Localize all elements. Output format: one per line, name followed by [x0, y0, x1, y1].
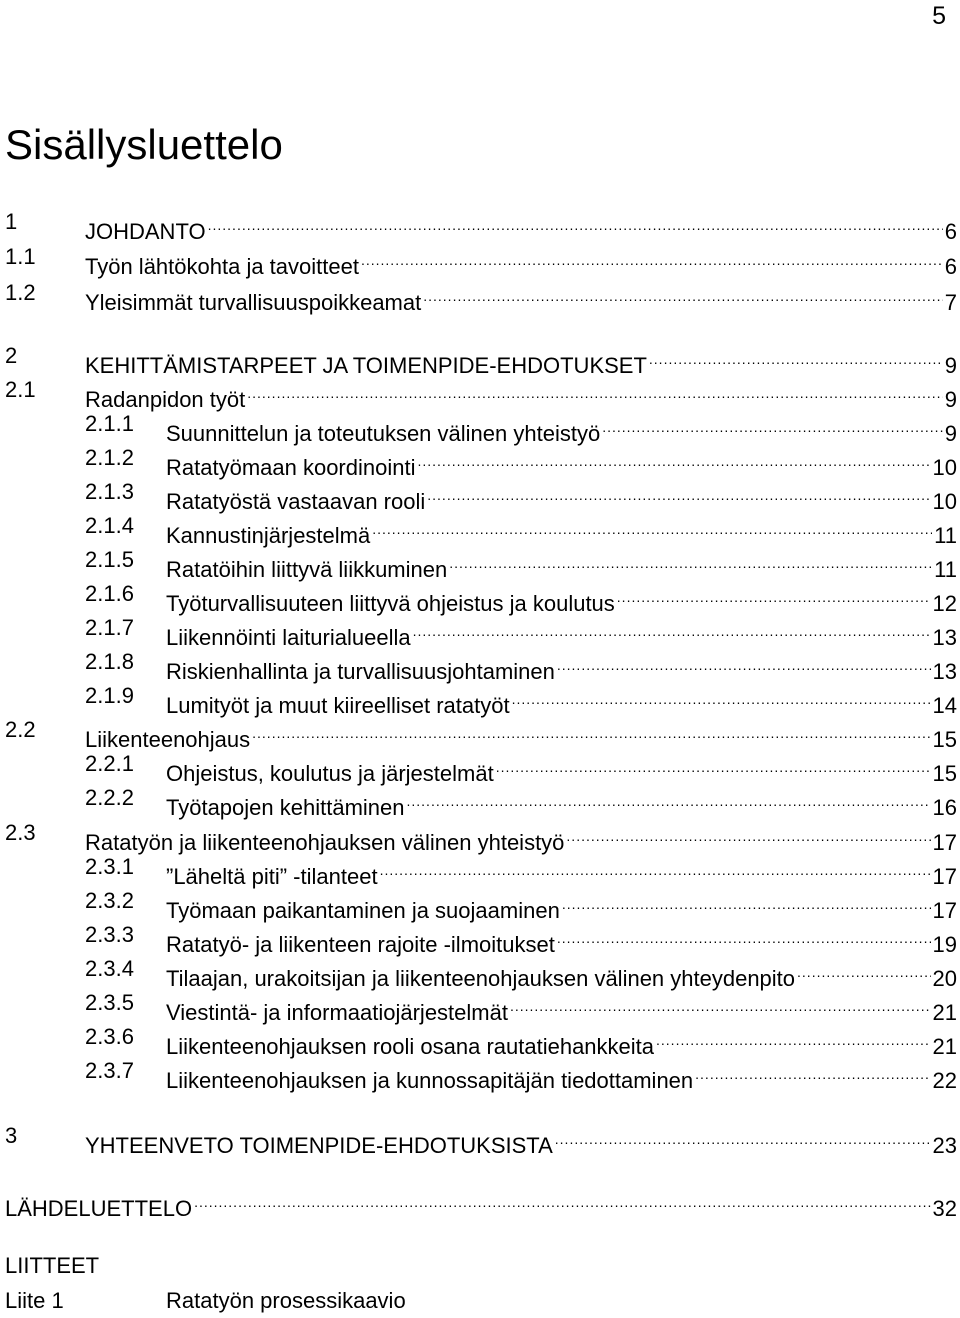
- dot-leader: [194, 1182, 930, 1216]
- toc-entry-number: 2.3.1: [85, 854, 134, 879]
- dot-leader: [380, 850, 931, 884]
- toc-entry-page: 32: [932, 1196, 957, 1221]
- toc-entry-title: Ratatyö- ja liikenteen rajoite -ilmoitukset: [166, 932, 555, 957]
- dot-leader: [361, 240, 943, 274]
- toc-entry-title: Tilaajan, urakoitsijan ja liikenteenohjauksen välinen yhteydenpito: [166, 966, 796, 991]
- toc-entry-title: Ratatyöstä vastaavan rooli: [166, 489, 426, 514]
- toc-entry[interactable]: [0, 781, 960, 820]
- dot-leader: [413, 611, 931, 645]
- toc-entry-number: 2.1.1: [85, 411, 134, 436]
- toc-entry-number: 2.1.9: [85, 683, 134, 708]
- toc-entry[interactable]: [0, 475, 960, 514]
- toc-entry[interactable]: [0, 850, 960, 889]
- toc-entry-number: 3: [5, 1123, 18, 1148]
- toc-entry[interactable]: [0, 407, 960, 446]
- toc-entry-page: 11: [934, 557, 957, 582]
- toc-entry-number: 2.2.2: [85, 785, 134, 810]
- toc-entry-title: Ratatöihin liittyvä liikkuminen: [166, 557, 448, 582]
- toc-entry[interactable]: [0, 1119, 960, 1158]
- toc-entry[interactable]: [0, 240, 960, 279]
- dot-leader: [602, 407, 943, 441]
- toc-entry-title: Ohjeistus, koulutus ja järjestelmät: [166, 761, 494, 786]
- dot-leader: [649, 339, 943, 373]
- toc-entry[interactable]: [0, 441, 960, 480]
- dot-leader: [656, 1020, 931, 1054]
- toc-entry-title: Viestintä- ja informaatiojärjestelmät: [166, 1000, 508, 1025]
- toc-entry-number: 1.2: [5, 280, 36, 305]
- toc-entry-page: 9: [944, 353, 957, 378]
- toc-entry-title: Liikennöinti laiturialueella: [166, 625, 411, 650]
- toc-entry-page: 11: [934, 523, 957, 548]
- toc-entry-title: Liikenteenohjauksen rooli osana rautatiehankkeita: [166, 1034, 655, 1059]
- toc-entry-number: 2.1.3: [85, 479, 134, 504]
- dot-leader: [562, 884, 931, 918]
- toc-entry-number: 2: [5, 343, 18, 368]
- toc-entry[interactable]: [0, 276, 960, 315]
- toc-entry-page: 10: [932, 489, 957, 514]
- dot-leader: [417, 441, 930, 475]
- toc-entry-page: 17: [932, 864, 957, 889]
- toc-entry-number: 2.3.6: [85, 1024, 134, 1049]
- toc-entry-page: 15: [932, 727, 957, 752]
- toc-entry-title: Yleisimmät turvallisuuspoikkeamat: [85, 290, 422, 315]
- toc-entry-title: Liikenteenohjauksen ja kunnossapitäjän tiedottaminen: [166, 1068, 694, 1093]
- toc-entry-page: 23: [932, 1133, 957, 1158]
- dot-leader: [449, 543, 932, 577]
- toc-entry-number: 2.1.5: [85, 547, 134, 572]
- toc-entry-page: 6: [944, 219, 957, 244]
- toc-entry-page: 9: [944, 387, 957, 412]
- toc-entry-title: Ratatyön ja liikenteenohjauksen välinen yhteistyö: [85, 830, 565, 855]
- toc-entry[interactable]: [0, 816, 960, 855]
- toc-entry-page: 16: [932, 795, 957, 820]
- toc-entry-number: 2.1.6: [85, 581, 134, 606]
- dot-leader: [423, 276, 943, 310]
- toc-entry-title: Työtapojen kehittäminen: [166, 795, 405, 820]
- toc-entry[interactable]: [0, 986, 960, 1025]
- page-number: 5: [932, 2, 946, 30]
- toc-entry-page: 19: [932, 932, 957, 957]
- toc-entry-number: 2.1.8: [85, 649, 134, 674]
- toc-entry-number: 2.3.2: [85, 888, 134, 913]
- toc-entry[interactable]: [0, 645, 960, 684]
- toc-entry-title: Ratatyömaan koordinointi: [166, 455, 416, 480]
- dot-leader: [427, 475, 930, 509]
- appendix-title: Ratatyön prosessikaavio: [166, 1288, 406, 1313]
- toc-entry-page: 15: [932, 761, 957, 786]
- toc-entry-page: 14: [932, 693, 957, 718]
- toc-entry[interactable]: [0, 952, 960, 991]
- dot-leader: [407, 781, 931, 815]
- dot-leader: [695, 1054, 930, 1088]
- dot-leader: [247, 373, 943, 407]
- toc-entry[interactable]: [0, 1182, 960, 1221]
- toc-entry-number: 2.3.4: [85, 956, 134, 981]
- toc-entry-title: Radanpidon työt: [85, 387, 246, 412]
- toc-entry-page: 21: [932, 1000, 957, 1025]
- toc-entry-page: 22: [932, 1068, 957, 1093]
- toc-entry-title: Riskienhallinta ja turvallisuusjohtaminen: [166, 659, 555, 684]
- toc-entry-page: 13: [932, 659, 957, 684]
- toc-entry-title: JOHDANTO: [85, 219, 206, 244]
- toc-entry-number: 2.1: [5, 377, 36, 402]
- dot-leader: [797, 952, 930, 986]
- toc-entry-number: 2.2.1: [85, 751, 134, 776]
- toc-entry-page: 12: [932, 591, 957, 616]
- appendix-label: Liite 1: [5, 1288, 64, 1313]
- dot-leader: [557, 645, 931, 679]
- toc-entry-title: LÄHDELUETTELO: [5, 1196, 193, 1221]
- toc-entry[interactable]: [0, 543, 960, 582]
- toc-entry-number: 2.3.5: [85, 990, 134, 1015]
- toc-entry-number: 2.3.7: [85, 1058, 134, 1083]
- dot-leader: [555, 1119, 931, 1153]
- toc-entry-page: 7: [944, 290, 957, 315]
- dot-leader: [372, 509, 932, 543]
- dot-leader: [208, 205, 943, 239]
- toc-entry-title: Työn lähtökohta ja tavoitteet: [85, 254, 359, 279]
- toc-entry-page: 13: [932, 625, 957, 650]
- toc-entry[interactable]: [0, 918, 960, 957]
- toc-entry-title: KEHITTÄMISTARPEET JA TOIMENPIDE-EHDOTUKSET: [85, 353, 647, 378]
- appendix-heading: LIITTEET: [5, 1253, 100, 1278]
- dot-leader: [510, 986, 931, 1020]
- toc-entry[interactable]: [0, 373, 960, 412]
- toc-entry[interactable]: [0, 205, 960, 244]
- toc-entry-page: 10: [932, 455, 957, 480]
- toc-title: Sisällysluettelo: [5, 121, 283, 168]
- toc-entry-page: 17: [932, 830, 957, 855]
- toc-entry-number: 2.3: [5, 820, 36, 845]
- toc-entry-number: 2.3.3: [85, 922, 134, 947]
- toc-entry[interactable]: [0, 713, 960, 752]
- toc-entry[interactable]: [0, 747, 960, 786]
- dot-leader: [512, 679, 931, 713]
- toc-entry-number: 2.1.2: [85, 445, 134, 470]
- dot-leader: [252, 713, 930, 747]
- toc-entry-page: 17: [932, 898, 957, 923]
- toc-entry[interactable]: [0, 509, 960, 548]
- toc-entry[interactable]: [0, 611, 960, 650]
- toc-entry-title: Suunnittelun ja toteutuksen välinen yhteistyö: [166, 421, 601, 446]
- toc-entry-number: 2.1.4: [85, 513, 134, 538]
- toc-entry-title: ”Läheltä piti” -tilanteet: [166, 864, 378, 889]
- toc-entry-page: 6: [944, 254, 957, 279]
- toc-entry-title: Liikenteenohjaus: [85, 727, 251, 752]
- toc-entry[interactable]: [0, 679, 960, 718]
- toc-entry-number: 2.2: [5, 717, 36, 742]
- toc-entry-page: 9: [944, 421, 957, 446]
- toc-entry[interactable]: [0, 884, 960, 923]
- toc-entry-number: 1.1: [5, 244, 36, 269]
- toc-entry-title: Työturvallisuuteen liittyvä ohjeistus ja koulutus: [166, 591, 615, 616]
- toc-entry-number: 1: [5, 209, 18, 234]
- dot-leader: [557, 918, 931, 952]
- toc-entry[interactable]: [0, 577, 960, 616]
- toc-entry-title: Kannustinjärjestelmä: [166, 523, 371, 548]
- toc-entry-page: 20: [932, 966, 957, 991]
- toc-entry-number: 2.1.7: [85, 615, 134, 640]
- toc-entry[interactable]: [0, 1054, 960, 1093]
- dot-leader: [566, 816, 930, 850]
- toc-entry[interactable]: [0, 339, 960, 378]
- dot-leader: [617, 577, 931, 611]
- dot-leader: [496, 747, 931, 781]
- toc-entry-page: 21: [932, 1034, 957, 1059]
- toc-entry[interactable]: [0, 1020, 960, 1059]
- toc-entry-title: YHTEENVETO TOIMENPIDE-EHDOTUKSISTA: [85, 1133, 553, 1158]
- toc-entry-title: Lumityöt ja muut kiireelliset ratatyöt: [166, 693, 510, 718]
- toc-entry-title: Työmaan paikantaminen ja suojaaminen: [166, 898, 560, 923]
